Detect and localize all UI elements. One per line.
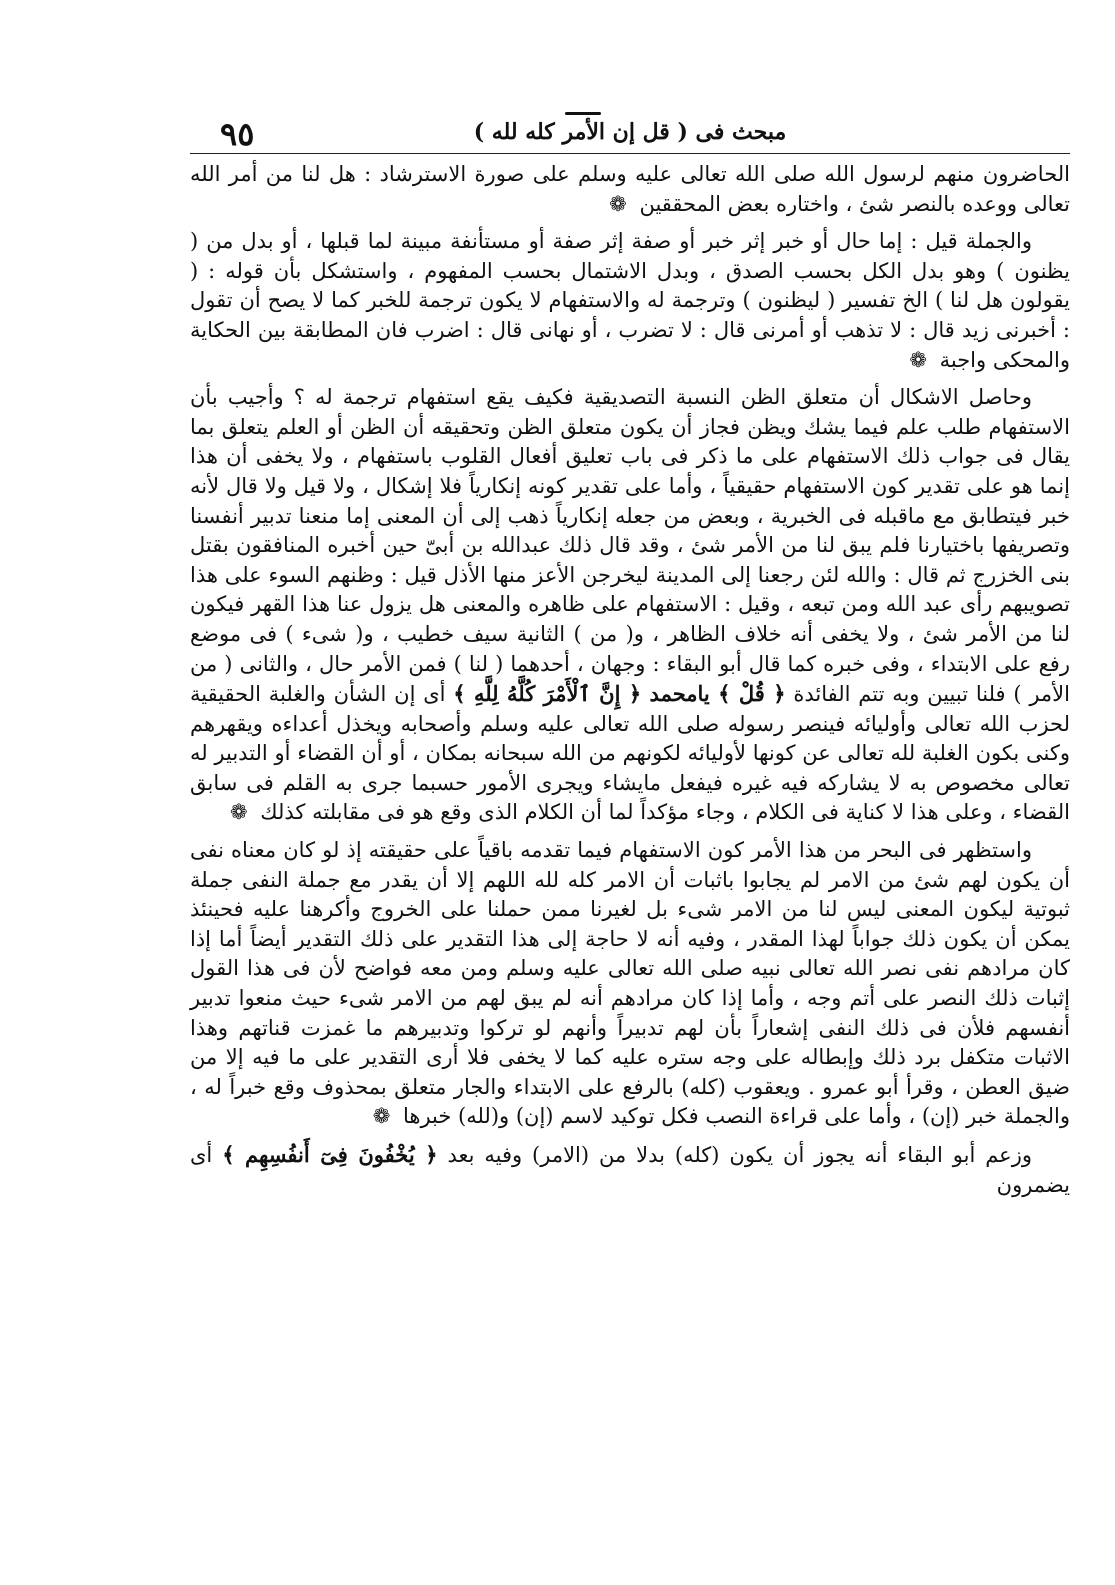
paragraph-3 [190,383,1070,828]
paragraph-5-text: وزعم أبو البقاء أنه يجوز أن يكون (كله) بدلا من (الامر) وفيه بعد [437,1143,1032,1167]
paragraph-1 [190,160,1070,219]
body-text [190,160,1070,1200]
paragraph-end-mark: ❁ [230,800,248,825]
paragraph-5-tail: أى يضمرون [190,1143,1070,1197]
paragraph-end-mark: ❁ [609,191,627,216]
paragraph-3-text: وحاصل الاشكال أن متعلق الظن النسبة التصديقية فكيف يقع استفهام ترجمة له ؟ وأجيب بأن الاستفهام طلب علم فيما يشك ويظن فجاز أن يكون متعلق الظن وتحقيقه أن الظن أو العلم يتعلق بما يقال فى جواب ذلك الاستفهام على ما ذكر فى باب تعليق أفعال القلوب باستفهام ، ولا يخفى أن هذا إنما هو على تقدير كون الاستفهام حقيقياً ، وأما على تقدير كونه إنكارياً فلا إشكال ، ولا قيل ولا قال لأنه خبر فيتطابق مع ماقبله فى الخبرية ، وبعض من جعله إنكارياً ذهب إلى أن المعنى إما منعنا تدبير أنفسنا وتصريفها باختيارنا فلم يبق لنا من الأمر شئ ، وقد قال ذلك عبدالله بن أبىّ حين أخبره المنافقون بقتل بنى الخزرج ثم قال : والله لئن رجعنا إلى المدينة ليخرجن الأعز منها الأذل قيل : وظنهم السوء على هذا تصويبهم رأى عبد الله ومن تبعه ، وقيل : الاستفهام على ظاهره والمعنى هل يزول عنا هذا القهر فيكون لنا من الأمر شئ ، ولا يخفى أنه خلاف الظاهر ، و( من ) الثانية سيف خطيب ، و( شىء ) فى موضع رفع على الابتداء ، وفى خبره كما قال أبو البقاء : وجهان ، أحدهما ( لنا ) فمن الأمر حال ، والثانى ( من الأمر ) فلنا تبيين وبه تتم الفائدة [190,385,1070,707]
paragraph-5 [190,1140,1070,1200]
paragraph-4-text: واستظهر فى البحر من هذا الأمر كون الاستفهام فيما تقدمه باقياً على حقيقته إذ لو كان معناه نفى أن يكون لهم شئ من الامر لم يجابوا باثبات أن الامر كله لله اللهم إلا أن يقدر مع جملة النفى جملة ثبوتية ليكون المعنى ليس لنا من الامر شىء بل لغيرنا ممن حملنا على الخروج وأكرهنا عليه فحينئذ يمكن أن يكون ذلك جواباً لهذا المقدر ، وفيه أنه لا حاجة إلى هذا التقدير على ذلك التقدير أيضاً أما إذا كان مرادهم نفى نصر الله تعالى نبيه صلى الله تعالى عليه وسلم ومن معه فواضح لأن فى هذا القول إثبات ذلك النصر على أتم وجه ، وأما إذا كان مرادهم أنه لم يبق لهم من الامر شىء حيث منعوا تدبير أنفسهم فلأن فى ذلك النفى إشعاراً بأن لهم تدبيراً وأنهم لو تركوا وتدبيرهم ما غمزت قناتهم وهذا الاثبات متكفل برد ذلك وإبطاله على وجه ستره عليه كما لا يخفى فلا أرى التقدير على ما فيه إلا من ضيق العطن ، وقرأ أبو عمرو . ويعقوب (كله) بالرفع على الابتداء والجار متعلق بمحذوف وقع خبراً له ، والجملة خبر (إن) ، وأما على قراءة النصب فكل توكيد لاسم (إن) و(لله) خبرها [190,838,1070,1129]
paragraph-end-mark: ❁ [372,1104,391,1129]
paragraph-3-tail: أى إن الشأن والغلبة الحقيقية لحزب الله تعالى وأوليائه فينصر رسوله صلى الله تعالى عليه وسلم وأصحابه ويخذل أعداءه ويقهرهم وكنى بكون الغلبة لله تعالى عن كونها لأوليائه لكونهم من الله سبحانه بمكان ، أو أن القضاء أو التدبير له تعالى مخصوص به لا يشاركه فيه غيره فيفعل مايشاء ويجرى الأمور حسبما جرى به القلم فى سابق القضاء ، وعلى هذا لا كناية فى الكلام ، وجاء مؤكداً لما أن الكلام الذى وقع هو فى مقابلته كذلك [190,682,1071,825]
quran-verse: ﴿ قُلْ ﴾ يامحمد ﴿ إِنَّ ٱلْأَمْرَ كُلَّهُ لِلَّهِ ﴾ [453,681,786,707]
paragraph-2-text: والجملة قيل : إما حال أو خبر إثر خبر أو صفة إثر صفة أو مستأنفة مبينة لما قبلها ، أو بدل من ( يظنون ) وهو بدل الكل بحسب الصدق ، وبدل الاشتمال بحسب المفهوم ، واستشكل بأن قوله : ( يقولون هل لنا ) الخ تفسير ( ليظنون ) وترجمة له والاستفهام لا يكون ترجمة للخبر كما لا يصح أن تقول : أخبرنى زيد قال : لا تذهب أو أمرنى قال : لا تضرب ، أو نهانى قال : اضرب فان المطابقة بين الحكاية والمحكى واجبة [190,229,1070,372]
paragraph-end-mark: ❁ [909,347,927,372]
paragraph-4 [190,836,1070,1132]
quran-verse: ﴿ يُخْفُونَ فِىٓ أَنفُسِهِم ﴾ [222,1142,438,1167]
paragraph-2 [190,227,1070,375]
page-number: ٩٥ [220,115,255,153]
document-page [190,95,1070,1208]
page-header [190,95,1070,154]
paragraph-1-text: الحاضرون منهم لرسول الله صلى الله تعالى عليه وسلم على صورة الاسترشاد : هل لنا من أمر الله تعالى ووعده بالنصر شئ ، واختاره بعض المحققين [190,162,1070,216]
running-title: مبحث فى ( قل إن الأمر كله لله ) [473,119,787,145]
